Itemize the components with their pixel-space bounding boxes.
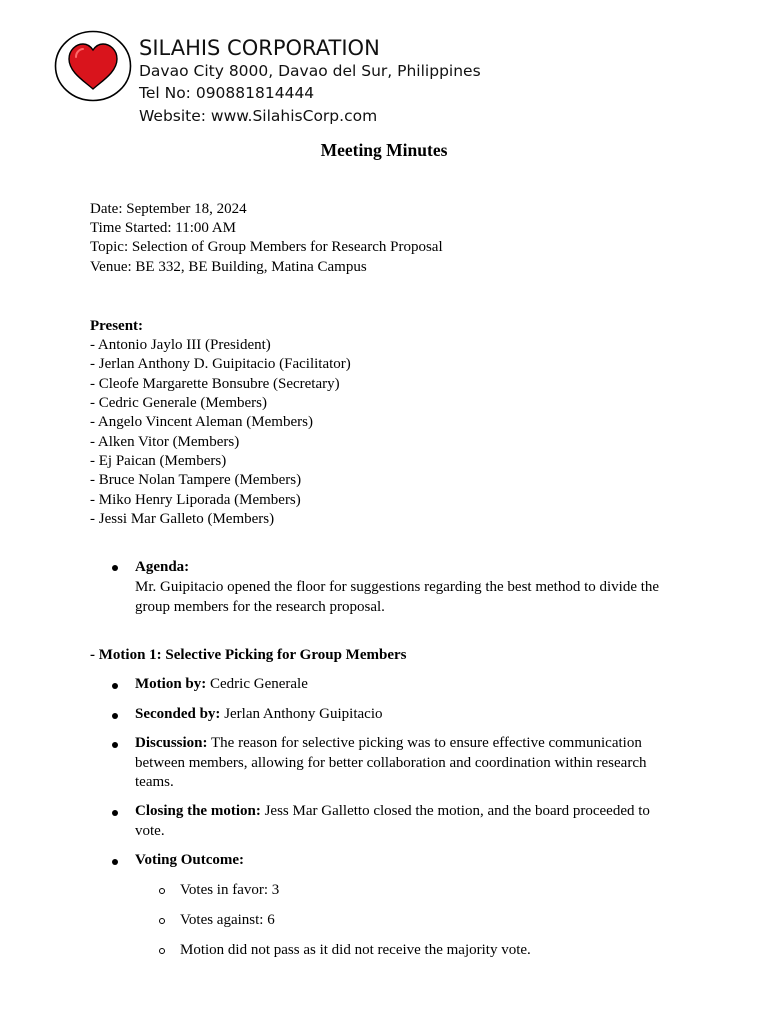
company-address: Davao City 8000, Davao del Sur, Philippines <box>139 62 481 80</box>
agenda-text: Mr. Guipitacio opened the floor for suggestions regarding the best method to divide the group members for the research proposal. <box>135 579 660 615</box>
votes-against: Votes against: 6 <box>180 912 275 928</box>
motion-by: Motion by: Cedric Generale <box>135 676 308 692</box>
company-logo <box>54 30 132 102</box>
attendee: - Jerlan Anthony D. Guipitacio (Facilitator) <box>90 356 351 372</box>
attendee: - Cedric Generale (Members) <box>90 395 267 411</box>
bullet-icon <box>112 810 118 816</box>
meeting-date: Date: September 18, 2024 <box>90 201 247 217</box>
attendee: - Antonio Jaylo III (President) <box>90 337 271 353</box>
document-title: Meeting Minutes <box>320 140 448 160</box>
bullet-icon <box>112 742 118 748</box>
seconded-by: Seconded by: Jerlan Anthony Guipitacio <box>135 706 383 722</box>
votes-in-favor: Votes in favor: 3 <box>180 882 280 898</box>
meeting-topic: Topic: Selection of Group Members for Research Proposal <box>90 239 443 255</box>
motion-heading: - Motion 1: Selective Picking for Group Members <box>90 647 407 663</box>
circle-bullet-icon <box>159 918 165 924</box>
company-tel: Tel No: 090881814444 <box>139 84 315 102</box>
bullet-icon <box>112 683 118 689</box>
company-website[interactable]: Website: www.SilahisCorp.com <box>139 107 378 125</box>
attendee: - Alken Vitor (Members) <box>90 434 240 450</box>
bullet-icon <box>112 713 118 719</box>
attendee: - Jessi Mar Galleto (Members) <box>90 511 275 527</box>
circle-bullet-icon <box>159 948 165 954</box>
attendee: - Angelo Vincent Aleman (Members) <box>90 414 313 430</box>
vote-result: Motion did not pass as it did not receive the majority vote. <box>180 942 531 958</box>
meeting-venue: Venue: BE 332, BE Building, Matina Campus <box>90 259 367 275</box>
bullet-icon <box>112 565 118 571</box>
present-label: Present: <box>90 318 144 334</box>
meeting-time: Time Started: 11:00 AM <box>90 220 236 236</box>
attendee: - Miko Henry Liporada (Members) <box>90 492 301 508</box>
bullet-icon <box>112 859 118 865</box>
company-name: SILAHIS CORPORATION <box>139 36 380 60</box>
circle-bullet-icon <box>159 888 165 894</box>
voting-outcome-label: Voting Outcome: <box>135 852 245 868</box>
attendee: - Ej Paican (Members) <box>90 453 227 469</box>
attendee: - Bruce Nolan Tampere (Members) <box>90 472 302 488</box>
attendee: - Cleofe Margarette Bonsubre (Secretary) <box>90 376 340 392</box>
agenda-label: Agenda: <box>135 559 190 575</box>
discussion: Discussion: The reason for selective picking was to ensure effective communication between members, allowing for better collaboration and coordination within research teams. <box>135 735 647 790</box>
closing-motion: Closing the motion: Jess Mar Galletto closed the motion, and the board proceeded to vote. <box>135 803 650 839</box>
